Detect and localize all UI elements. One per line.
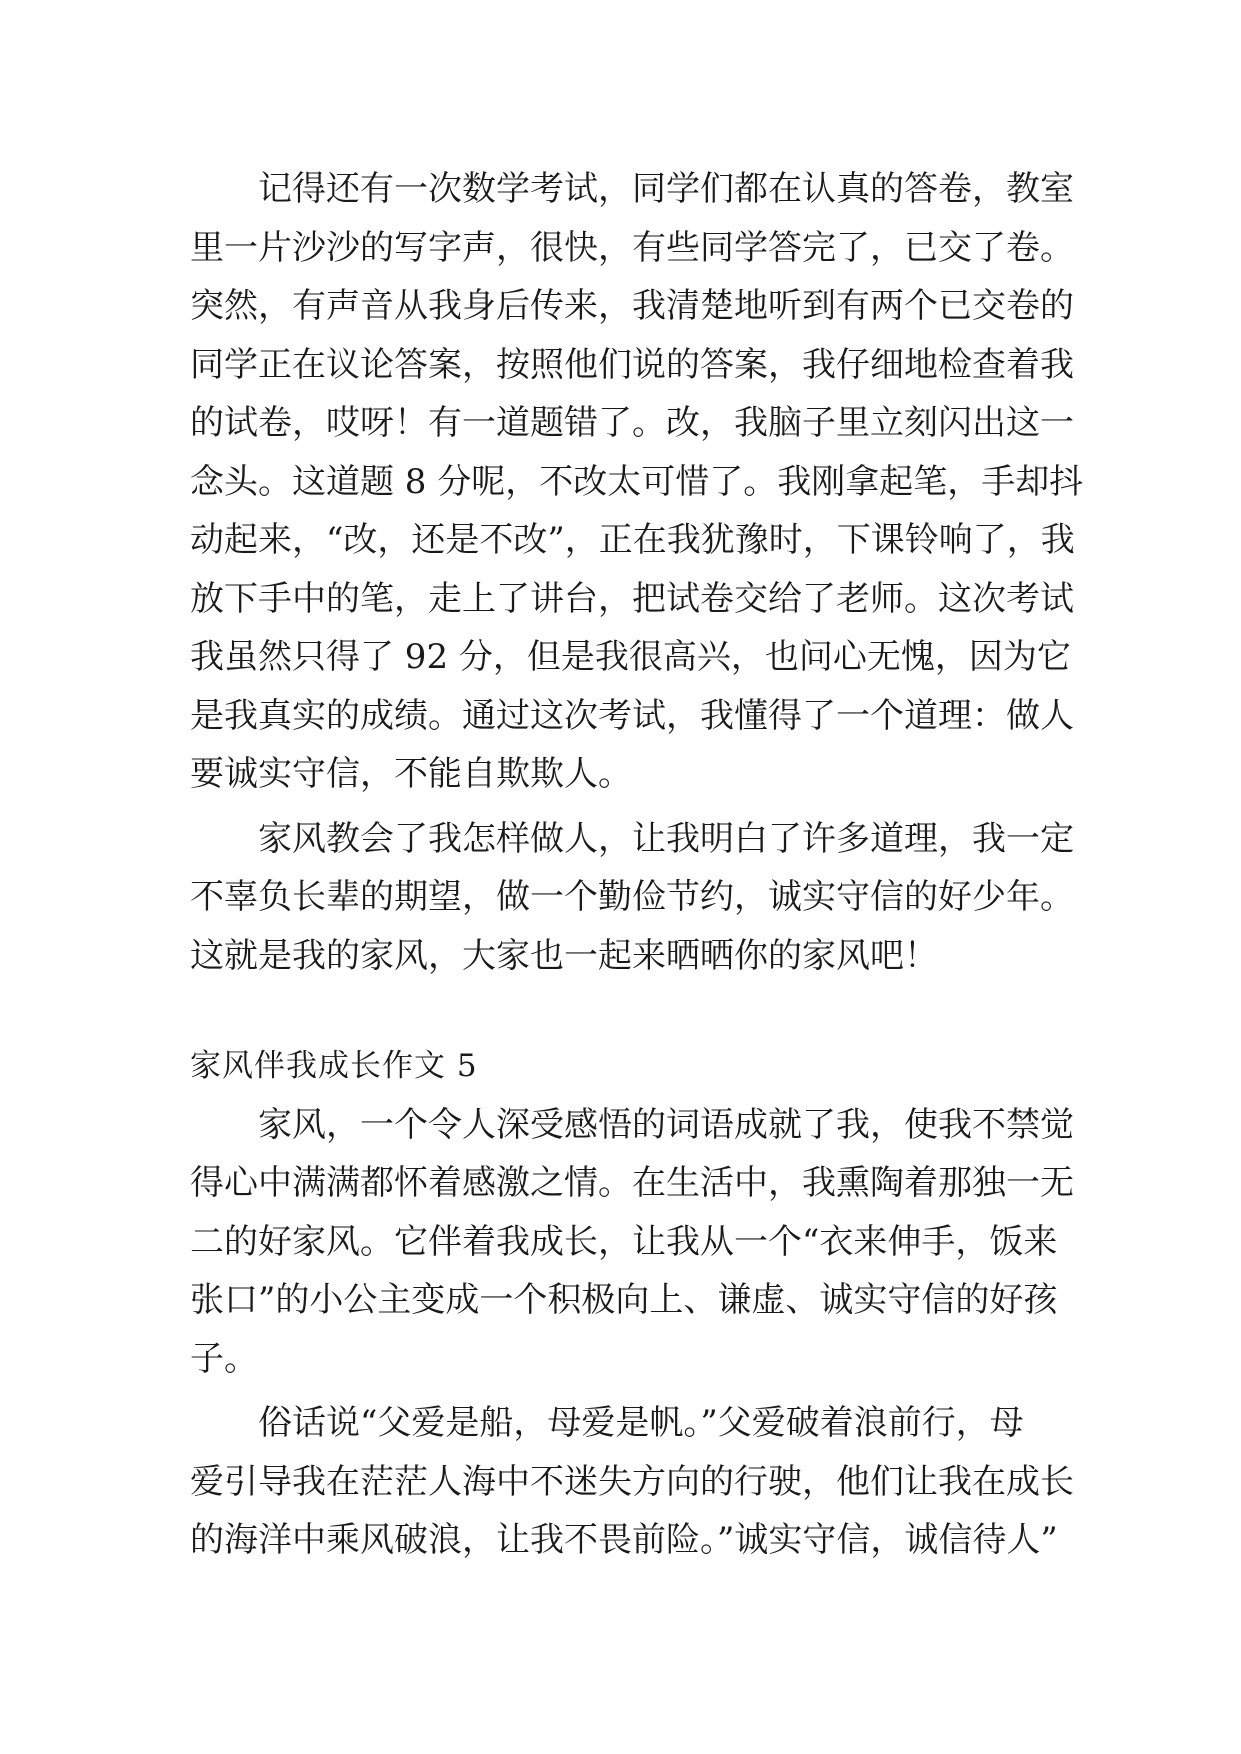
text-line: 念头。这道题 8 分呢，不改太可惜了。我刚拿起笔，手却抖 bbox=[190, 461, 1084, 502]
text-line: 要诚实守信，不能自欺欺人。 bbox=[190, 754, 632, 794]
text-line: 不辜负长辈的期望，做一个勤俭节约，诚实守信的好少年。 bbox=[190, 877, 1074, 917]
paragraph-exam-story bbox=[190, 160, 1084, 804]
section-title: 家风伴我成长作文 5 bbox=[190, 1048, 478, 1084]
text-line: 俗话说“父爱是船，母爱是帆。”父爱破着浪前行，母 bbox=[258, 1403, 1024, 1443]
paragraph-proverb bbox=[190, 1394, 1074, 1570]
text-line: 家风，一个令人深受感悟的词语成就了我，使我不禁觉 bbox=[258, 1104, 1074, 1145]
text-line: 二的好家风。它伴着我成长，让我从一个“衣来伸手，饭来 bbox=[190, 1221, 1058, 1262]
text-line: 得心中满满都怀着感激之情。在生活中，我熏陶着那独一无 bbox=[190, 1163, 1074, 1203]
text-line: 同学正在议论答案，按照他们说的答案，我仔细地检查着我 bbox=[190, 344, 1074, 385]
text-line: 家风教会了我怎样做人，让我明白了许多道理，我一定 bbox=[258, 818, 1074, 859]
text-line: 记得还有一次数学考试，同学们都在认真的答卷，教室 bbox=[258, 169, 1074, 209]
text-line: 放下手中的笔，走上了讲台，把试卷交给了老师。这次考试 bbox=[190, 578, 1074, 619]
text-line: 动起来，“改，还是不改”，正在我犹豫时，下课铃响了，我 bbox=[190, 520, 1075, 560]
text-line: 突然，有声音从我身后传来，我清楚地听到有两个已交卷的 bbox=[190, 286, 1074, 326]
text-line: 爱引导我在茫茫人海中不迷失方向的行驶，他们让我在成长 bbox=[190, 1461, 1074, 1502]
text-line: 的海洋中乘风破浪，让我不畏前险。”诚实守信，诚信待人” bbox=[190, 1520, 1058, 1560]
text-line: 我虽然只得了 92 分，但是我很高兴，也问心无愧，因为它 bbox=[190, 637, 1071, 677]
text-line: 张口”的小公主变成一个积极向上、谦虚、诚实守信的好孩 bbox=[190, 1280, 1058, 1320]
paragraph-intro bbox=[190, 1096, 1074, 1389]
text-line: 是我真实的成绩。通过这次考试，我懂得了一个道理：做人 bbox=[190, 695, 1074, 736]
text-line: 的试卷，哎呀！有一道题错了。改，我脑子里立刻闪出这一 bbox=[190, 403, 1074, 443]
text-line: 这就是我的家风，大家也一起来晒晒你的家风吧！ bbox=[190, 935, 938, 976]
text-line: 里一片沙沙的写字声，很快，有些同学答完了，已交了卷。 bbox=[190, 227, 1074, 268]
paragraph-conclusion bbox=[190, 810, 1074, 986]
text-line: 子。 bbox=[190, 1338, 258, 1379]
document-body bbox=[190, 160, 1084, 1570]
